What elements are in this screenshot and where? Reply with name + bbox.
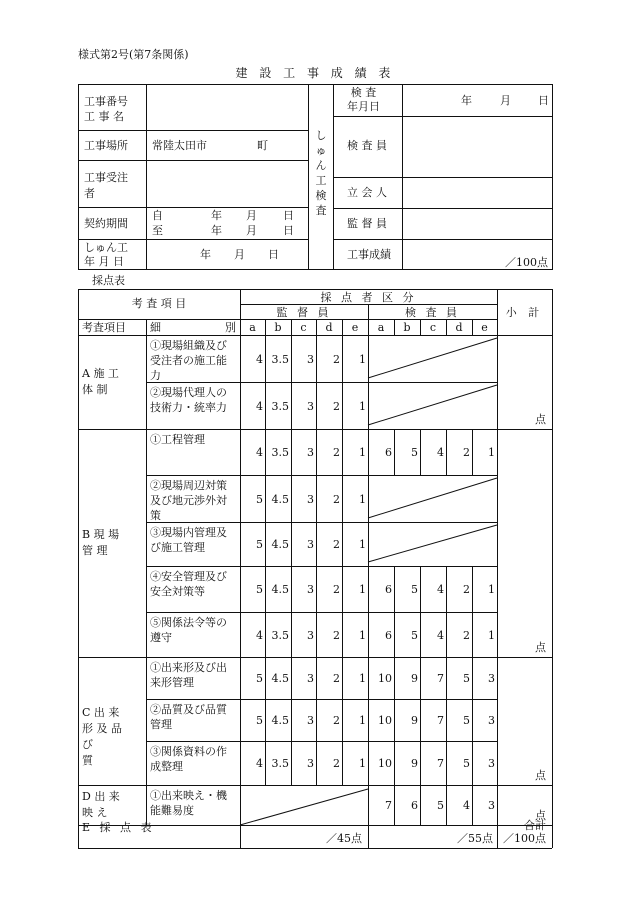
ins-score: 3 [488,672,495,685]
form-number: 様式第2号(第7条関係) [78,48,189,61]
sup-score: 1 [359,446,366,459]
row-detail: ①現場組織及び受注者の施工能力 [150,339,227,382]
ins-score: 4 [437,628,444,642]
witness-label: 立 会 人 [347,186,387,199]
grade-ins-a: a [377,321,385,334]
ins-score: 10 [378,672,392,685]
section-label: B 現 場 管 理 [82,528,120,557]
ins-score: 3 [488,714,495,727]
sup-score: 2 [333,446,340,459]
sup-score: 5 [256,583,263,596]
ins-score: 5 [411,583,418,596]
sup-score: 3 [307,352,314,366]
sup-score: 3.5 [271,757,289,770]
grade-sup-c: c [300,321,307,334]
sup-score: 3 [307,492,314,506]
row-detail: ⑤関係法令等の遵守 [150,616,227,644]
inspection-year: 年 [461,94,472,107]
sup-score: 4.5 [271,714,289,727]
period-to-year: 年 [211,224,222,237]
ins-score: 6 [385,446,392,459]
row-detail: ①出来映え・機能難易度 [150,789,227,817]
period-from: 自 [152,209,163,222]
sup-score: 5 [256,714,263,727]
inspection-date-label: 検 査 年月日 [347,86,380,113]
grade-ins-c: c [429,321,437,334]
item-header: 考 査 項 目 [131,297,187,310]
ins-empty-diagonal [368,478,497,518]
grade-max: ／100点 [505,256,548,269]
ins-empty-diagonal [368,338,497,378]
row-detail: ①工程管理 [150,433,205,446]
sup-score: 2 [333,714,340,727]
ins-score: 6 [411,799,418,812]
sup-score: 2 [333,757,340,770]
ins-empty-diagonal [368,385,497,425]
inspection-day: 日 [538,94,549,107]
site-town: 町 [257,139,268,152]
ins-score: 5 [463,714,470,727]
sup-score: 4 [256,628,263,642]
section-subtotal-unit: 点 [535,413,546,426]
ins-score: 10 [378,757,392,770]
sup-score: 2 [333,492,340,506]
sup-score: 1 [359,672,366,685]
site-label: 工事場所 [84,139,128,152]
period-to: 至 [152,224,163,237]
sup-score: 4.5 [271,492,289,506]
sup-score: 3 [307,757,314,770]
score-table-label: 採点表 [92,274,125,287]
ins-score: 9 [411,714,418,727]
ins-score: 3 [488,799,495,812]
sup-score: 3 [307,446,314,459]
grade-ins-e: e [481,321,488,334]
sup-score: 3.5 [271,352,289,366]
period-to-month: 月 [246,224,257,237]
row-detail: ④安全管理及び安全対策等 [150,570,227,598]
sup-score: 4 [256,352,263,366]
period-from-day: 日 [283,209,294,222]
inspection-vertical-label: しゅん工検査 [315,129,327,217]
contractor-label: 工事受注 者 [84,171,128,200]
sup-score: 3 [307,672,314,685]
construction-number-label: 工事番号 工 事 名 [84,95,128,123]
period-from-year: 年 [211,209,222,222]
sup-total: ／45点 [326,832,362,845]
period-to-day: 日 [283,224,294,237]
sup-score: 2 [333,628,340,642]
sup-score: 2 [333,352,340,366]
sup-score: 1 [359,492,366,506]
sup-score: 2 [333,672,340,685]
row-detail: ③関係資料の作成整理 [150,745,227,773]
ins-total: ／55点 [457,832,493,845]
supervisor-label: 監 督 員 [347,217,387,230]
completion-year: 年 [200,248,211,261]
inspection-month: 月 [500,94,511,107]
section-subtotal-unit: 点 [535,769,546,782]
ins-score: 5 [437,799,444,812]
sup-score: 1 [359,538,366,551]
sup-score: 3 [307,628,314,642]
grade-sup-e: e [351,321,359,334]
ins-score: 2 [463,628,470,642]
grade-sup-b: b [274,321,282,334]
ins-score: 5 [463,757,470,770]
completion-month: 月 [234,248,245,261]
ins-score: 4 [437,446,444,459]
ins-score: 4 [437,583,444,596]
grade-ins-d: d [455,321,463,334]
inspector-label: 検 査 員 [347,139,387,152]
sup-score: 4.5 [271,672,289,685]
item-col-header: 考査項目 [82,321,126,334]
contract-period-label: 契約期間 [84,217,128,230]
completion-date-label: しゅん工 年 月 日 [84,241,128,268]
row-detail: ②現場周辺対策及び地元渉外対策 [150,479,227,522]
sup-score: 3.5 [271,399,289,413]
ins-score: 5 [411,628,418,642]
ins-score: 7 [385,799,392,812]
grade-sup-d: d [325,321,333,334]
sup-score: 5 [256,538,263,551]
grand-total: ／100点 [503,832,546,845]
row-detail: ②現場代理人の技術力・統率力 [150,386,227,414]
sup-score: 2 [333,583,340,596]
scorer-header: 採 点 者 区 分 [320,291,417,304]
sup-score: 4.5 [271,583,289,596]
sup-score: 4 [256,399,263,413]
ins-score: 2 [463,583,470,596]
ins-score: 5 [411,446,418,459]
sup-score: 4.5 [271,538,289,551]
section-subtotal-unit: 点 [535,809,546,822]
sup-score: 3 [307,714,314,727]
ins-empty-diagonal [368,525,497,562]
row-detail: ①出来形及び出来形管理 [150,661,227,689]
grade-label: 工事成績 [347,248,391,261]
sup-score: 3 [307,399,314,413]
sup-score: 2 [333,399,340,413]
sup-score: 1 [359,352,366,366]
ins-score: 9 [411,672,418,685]
sup-empty-diagonal [240,789,368,825]
section-label: C 出 来 形 及 品 び 質 [82,706,122,767]
ins-score: 7 [437,714,444,727]
sup-score: 1 [359,714,366,727]
ins-score: 6 [385,628,392,642]
ins-score: 3 [488,757,495,770]
section-label: D 出 来 映 え [82,790,120,819]
ins-score: 9 [411,757,418,770]
subtotal-header: 小 計 [505,306,544,319]
grade-sup-a: a [249,321,256,334]
ins-score: 5 [463,672,470,685]
row-detail: ②品質及び品質管理 [150,703,227,731]
ins-score: 6 [385,583,392,596]
grade-ins-b: b [403,321,411,334]
sup-score: 5 [256,672,263,685]
row-detail: ③現場内管理及び施工管理 [150,526,227,554]
sup-score: 1 [359,583,366,596]
site-value: 常陸太田市 [152,139,207,152]
section-subtotal-unit: 点 [535,641,546,654]
ins-score: 10 [378,714,392,727]
sup-score: 3.5 [271,446,289,459]
ins-score: 1 [488,628,495,642]
document-title: 建 設 工 事 成 績 表 [235,66,395,80]
total-label: E 採 点 表 [82,821,155,834]
completion-day: 日 [268,248,279,261]
sup-score: 3 [307,538,314,551]
sup-score: 3 [307,583,314,596]
section-label: A 施 工 体 制 [82,367,119,396]
sup-score: 4 [256,446,263,459]
ins-score: 7 [437,672,444,685]
grand-total-label: 合計 [524,819,546,832]
ins-score: 1 [488,583,495,596]
period-from-month: 月 [246,209,257,222]
supervisor-header: 監 督 員 [276,306,332,319]
ins-score: 4 [463,799,470,812]
sup-score: 4 [256,757,263,770]
sup-score: 1 [359,399,366,413]
sup-score: 2 [333,538,340,551]
ins-score: 7 [437,757,444,770]
sup-score: 1 [359,628,366,642]
sup-score: 1 [359,757,366,770]
inspector-header: 検 査 員 [405,306,460,319]
sup-score: 5 [256,492,263,506]
sup-score: 3.5 [271,628,289,642]
ins-score: 1 [488,446,495,459]
ins-score: 2 [463,446,470,459]
detail-col-header: 細 別 [150,321,236,334]
